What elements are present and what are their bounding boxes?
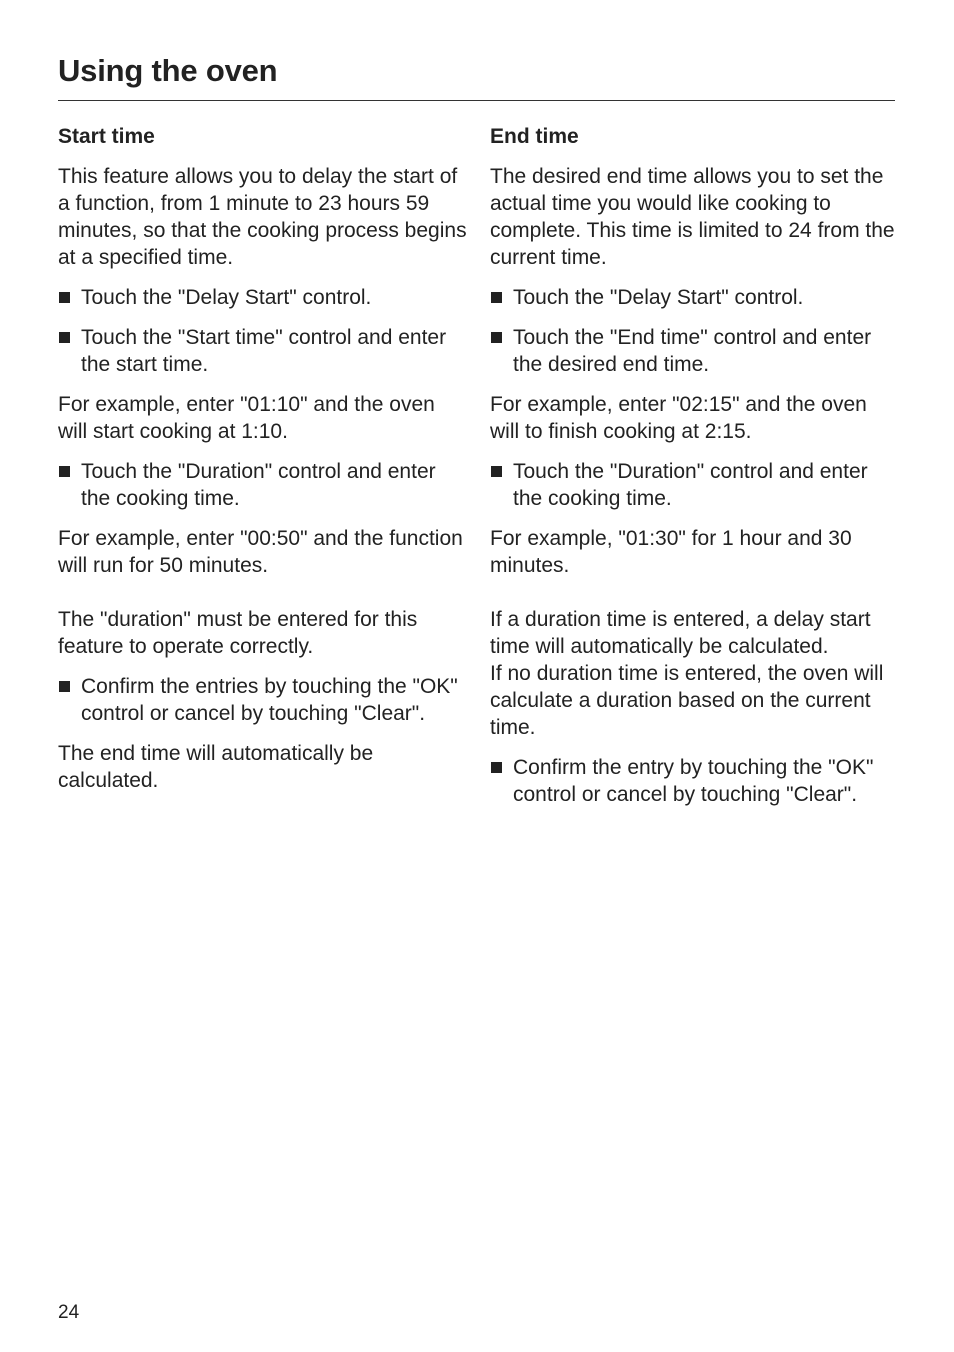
title-divider [58, 100, 895, 101]
square-bullet-icon [491, 332, 502, 343]
start-time-step-confirm [58, 673, 468, 727]
start-time-intro: This feature allows you to delay the start of a function, from 1 minute to 23 hours 59 minutes, so that the cooking process begins at a specified time. [58, 165, 467, 269]
end-duration-example: For example, "01:30" for 1 hour and 30 minutes. [490, 527, 852, 577]
end-time-intro: The desired end time allows you to set the actual time you would like cooking to complete. This time is limited to 24 from the current time. [490, 165, 895, 269]
end-time-step-delay-start [490, 284, 898, 311]
no-duration-note: If no duration time is entered, the oven will calculate a duration based on the current time. [490, 662, 884, 739]
square-bullet-icon [59, 292, 70, 303]
start-time-example: For example, enter "01:10" and the oven will start cooking at 1:10. [58, 393, 435, 443]
step-text: Touch the "End time" control and enter the desired end time. [513, 326, 872, 376]
end-time-heading: End time [490, 125, 579, 148]
start-time-step-enter-start [58, 324, 468, 378]
square-bullet-icon [491, 292, 502, 303]
duration-example: For example, enter "00:50" and the function will run for 50 minutes. [58, 527, 463, 577]
step-text: Touch the "Duration" control and enter the cooking time. [513, 460, 868, 510]
duration-entered-note: If a duration time is entered, a delay start time will automatically be calculated. [490, 608, 871, 658]
step-text: Confirm the entries by touching the "OK" control or cancel by touching "Clear". [81, 675, 458, 725]
step-text: Touch the "Delay Start" control. [513, 286, 804, 309]
square-bullet-icon [491, 762, 502, 773]
square-bullet-icon [491, 466, 502, 477]
end-time-example: For example, enter "02:15" and the oven will to finish cooking at 2:15. [490, 393, 867, 443]
step-text: Touch the "Start time" control and enter the start time. [81, 326, 447, 376]
page-title: Using the oven [58, 53, 278, 88]
step-text: Touch the "Duration" control and enter the cooking time. [81, 460, 436, 510]
square-bullet-icon [59, 466, 70, 477]
step-text: Touch the "Delay Start" control. [81, 286, 372, 309]
end-time-section [490, 122, 898, 821]
page-number: 24 [58, 1302, 80, 1323]
start-time-step-duration [58, 458, 468, 512]
end-time-calculated-note: The end time will automatically be calculated. [58, 742, 374, 792]
end-time-step-confirm [490, 754, 898, 808]
start-time-heading: Start time [58, 125, 155, 148]
end-time-step-duration [490, 458, 898, 512]
square-bullet-icon [59, 332, 70, 343]
square-bullet-icon [59, 681, 70, 692]
start-time-section [58, 122, 468, 807]
start-time-step-delay-start [58, 284, 468, 311]
duration-note: The "duration" must be entered for this feature to operate correctly. [58, 608, 418, 658]
step-text: Confirm the entry by touching the "OK" control or cancel by touching "Clear". [513, 756, 874, 806]
end-time-step-enter-end [490, 324, 898, 378]
